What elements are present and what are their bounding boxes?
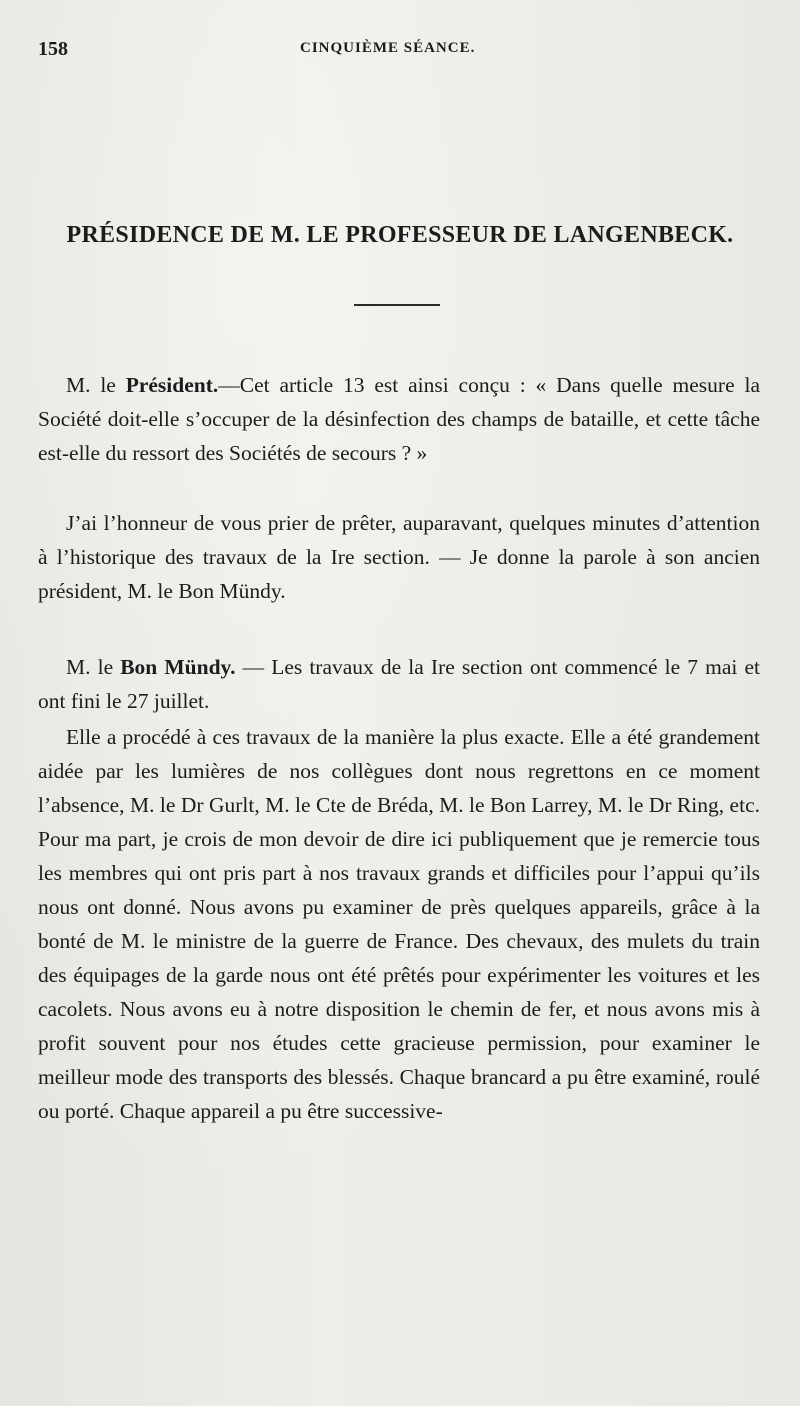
speaker-prefix: M. le [66,373,126,397]
paragraph-text: —Cet article 13 est ainsi conçu : « Dans quelle mesure la Société doit-elle s’occuper de la désinfection des champs de bataille, et cette tâche est-elle du ressort des Sociétés de secours ? » [38,373,760,465]
paragraph-invitation [38,506,760,608]
paragraph-mundy [38,650,760,718]
title-rule [354,304,440,306]
page-header [38,38,762,62]
paragraph-report [38,720,760,1128]
section-title: PRÉSIDENCE DE M. LE PROFESSEUR DE LANGENBECK. [66,222,734,248]
paragraph-text: — Les travaux de la Ire section ont commencé le 7 mai et ont fini le 27 juillet. [38,655,760,713]
speaker-name: Bon Mündy. [120,655,236,679]
speaker-name: Président. [125,373,219,397]
paragraph-text: Elle a procédé à ces travaux de la manière la plus exacte. Elle a été grandement aidée par les lumières de nos collègues dont nous regrettons en ce moment l’absence, M. le Dr Gurlt, M. le Cte de Bréda, M. le Bon Larrey, M. le Dr Ring, etc. Pour ma part, je crois de mon devoir de dire ici publiquement que je remercie tous les membres qui ont pris part à nos travaux grands et difficiles pour l’appui qu’ils nous ont donné. Nous avons pu examiner de près quelques appareils, grâce à la bonté de M. le ministre de la guerre de France. Des chevaux, des mulets du train des équipages de la garde nous ont été prêtés pour expérimenter les voitures et les cacolets. Nous avons eu à notre disposition le chemin de fer, et nous avons mis à profit souvent pour nos études cette gracieuse permission, pour examiner le meilleur mode des transports des blessés. Chaque brancard a pu être examiné, roulé ou porté. Chaque appareil a pu être successive- [38,725,760,1123]
paragraph-president [38,368,760,470]
speaker-prefix: M. le [66,655,121,679]
running-head: CINQUIÈME SÉANCE. [300,40,476,56]
page-number: 158 [38,38,68,60]
paragraph-text: J’ai l’honneur de vous prier de prêter, auparavant, quelques minutes d’attention à l’historique des travaux de la Ire section. — Je donne la parole à son ancien président, M. le Bon Mündy. [38,511,760,603]
